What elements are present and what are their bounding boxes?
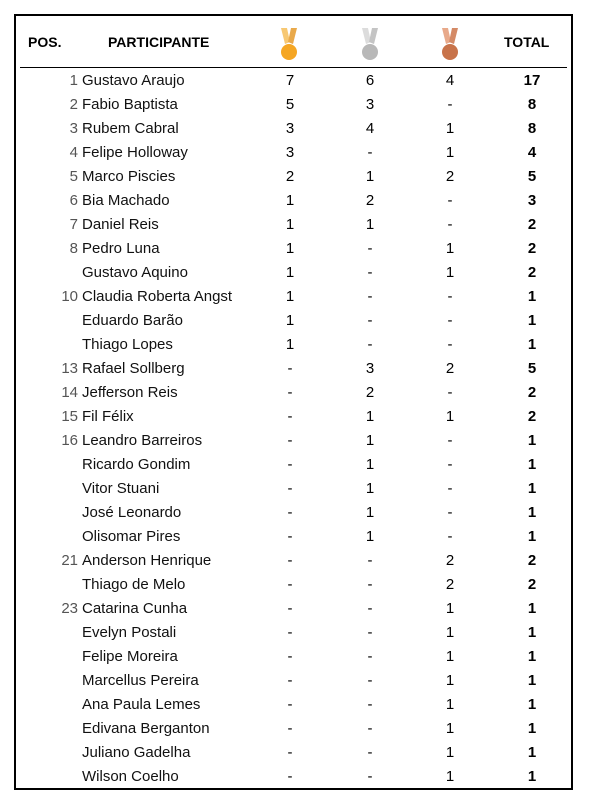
table-row	[16, 333, 571, 357]
total-count: 1	[527, 504, 537, 521]
participant-name: Wilson Coelho	[82, 768, 179, 785]
gold-count: -	[287, 624, 293, 641]
medal-table	[14, 14, 573, 790]
gold-count: -	[287, 576, 293, 593]
gold-count: 1	[285, 240, 295, 257]
total-count: 4	[527, 144, 537, 161]
bronze-count: 1	[445, 744, 455, 761]
bronze-count: -	[447, 456, 453, 473]
table-row	[16, 501, 571, 525]
table-row	[16, 765, 571, 789]
total-count: 17	[523, 72, 541, 89]
silver-count: -	[367, 696, 373, 713]
gold-count: -	[287, 360, 293, 377]
participant-name: Eduardo Barão	[82, 312, 183, 329]
gold-count: -	[287, 552, 293, 569]
participant-name: Jefferson Reis	[82, 384, 178, 401]
bronze-count: 2	[445, 576, 455, 593]
bronze-count: -	[447, 336, 453, 353]
gold-count: -	[287, 720, 293, 737]
total-header: TOTAL	[504, 34, 550, 50]
participant-name: Thiago de Melo	[82, 576, 186, 593]
total-count: 1	[527, 768, 537, 785]
table-row	[16, 141, 571, 165]
bronze-medal-icon	[440, 28, 460, 62]
table-row	[16, 693, 571, 717]
silver-count: 1	[365, 432, 375, 449]
gold-count: -	[287, 408, 293, 425]
participant-name: Ricardo Gondim	[82, 456, 191, 473]
table-row	[16, 669, 571, 693]
silver-count: -	[367, 672, 373, 689]
pos-cell: 16	[61, 432, 78, 449]
pos-header: POS.	[28, 34, 62, 50]
silver-count: -	[367, 336, 373, 353]
table-row	[16, 405, 571, 429]
total-count: 2	[527, 240, 537, 257]
silver-count: 3	[365, 96, 375, 113]
gold-count: -	[287, 432, 293, 449]
bronze-count: -	[447, 504, 453, 521]
gold-count: -	[287, 480, 293, 497]
bronze-count: 1	[445, 696, 455, 713]
bronze-count: -	[447, 480, 453, 497]
gold-count: -	[287, 384, 293, 401]
participant-name: Ana Paula Lemes	[82, 696, 201, 713]
participant-name: José Leonardo	[82, 504, 182, 521]
participant-name: Evelyn Postali	[82, 624, 177, 641]
header-divider	[20, 67, 567, 68]
pos-cell: 7	[69, 216, 78, 233]
table-row	[16, 357, 571, 381]
bronze-count: 1	[445, 144, 455, 161]
silver-count: 1	[365, 528, 375, 545]
total-count: 1	[527, 312, 537, 329]
participant-name: Marcellus Pereira	[82, 672, 199, 689]
bronze-count: 1	[445, 720, 455, 737]
pos-cell: 8	[69, 240, 78, 257]
total-count: 2	[527, 384, 537, 401]
bronze-count: 2	[445, 168, 455, 185]
silver-count: 1	[365, 456, 375, 473]
bronze-count: -	[447, 192, 453, 209]
participant-name: Catarina Cunha	[82, 600, 188, 617]
table-row	[16, 189, 571, 213]
table-row	[16, 621, 571, 645]
silver-count: 1	[365, 504, 375, 521]
silver-count: -	[367, 576, 373, 593]
participant-name: Felipe Moreira	[82, 648, 178, 665]
gold-count: -	[287, 768, 293, 785]
gold-count: 5	[285, 96, 295, 113]
silver-count: -	[367, 720, 373, 737]
total-count: 2	[527, 264, 537, 281]
gold-count: -	[287, 456, 293, 473]
total-count: 8	[527, 96, 537, 113]
gold-count: -	[287, 696, 293, 713]
bronze-count: -	[447, 432, 453, 449]
bronze-count: -	[447, 96, 453, 113]
silver-count: -	[367, 144, 373, 161]
total-count: 1	[527, 456, 537, 473]
participant-name: Gustavo Aquino	[82, 264, 188, 281]
silver-count: -	[367, 744, 373, 761]
participant-name: Marco Piscies	[82, 168, 176, 185]
pos-cell: 2	[69, 96, 78, 113]
table-row	[16, 741, 571, 765]
table-row	[16, 285, 571, 309]
pos-cell: 14	[61, 384, 78, 401]
participant-name: Rubem Cabral	[82, 120, 179, 137]
total-count: 1	[527, 648, 537, 665]
bronze-count: -	[447, 216, 453, 233]
gold-count: -	[287, 672, 293, 689]
bronze-count: 1	[445, 648, 455, 665]
table-row	[16, 477, 571, 501]
gold-count: 3	[285, 120, 295, 137]
silver-count: 1	[365, 168, 375, 185]
table-row	[16, 261, 571, 285]
total-count: 1	[527, 672, 537, 689]
bronze-count: -	[447, 312, 453, 329]
table-row	[16, 213, 571, 237]
gold-count: 1	[285, 288, 295, 305]
participant-name: Leandro Barreiros	[82, 432, 203, 449]
pos-cell: 23	[61, 600, 78, 617]
bronze-count: 2	[445, 552, 455, 569]
silver-count: -	[367, 264, 373, 281]
total-count: 5	[527, 360, 537, 377]
silver-count: -	[367, 552, 373, 569]
pos-cell: 6	[69, 192, 78, 209]
silver-count: 2	[365, 192, 375, 209]
participant-name: Juliano Gadelha	[82, 744, 191, 761]
table-row	[16, 525, 571, 549]
total-count: 2	[527, 408, 537, 425]
bronze-count: 1	[445, 264, 455, 281]
total-count: 1	[527, 288, 537, 305]
table-row	[16, 237, 571, 261]
silver-count: 1	[365, 216, 375, 233]
total-count: 1	[527, 624, 537, 641]
pos-cell: 3	[69, 120, 78, 137]
participant-name: Olisomar Pires	[82, 528, 181, 545]
participant-name: Vitor Stuani	[82, 480, 160, 497]
silver-count: 6	[365, 72, 375, 89]
table-row	[16, 117, 571, 141]
participant-name: Rafael Sollberg	[82, 360, 185, 377]
total-count: 1	[527, 720, 537, 737]
bronze-count: 1	[445, 768, 455, 785]
bronze-count: -	[447, 288, 453, 305]
gold-count: 1	[285, 336, 295, 353]
table-row	[16, 549, 571, 573]
silver-count: -	[367, 600, 373, 617]
participant-name: Claudia Roberta Angst	[82, 288, 233, 305]
table-row	[16, 309, 571, 333]
gold-count: -	[287, 600, 293, 617]
bronze-count: 1	[445, 408, 455, 425]
total-count: 1	[527, 696, 537, 713]
bronze-count: 1	[445, 600, 455, 617]
participant-name: Pedro Luna	[82, 240, 160, 257]
participant-header: PARTICIPANTE	[108, 34, 210, 50]
table-row	[16, 165, 571, 189]
participant-name: Daniel Reis	[82, 216, 159, 233]
gold-count: 7	[285, 72, 295, 89]
gold-count: -	[287, 504, 293, 521]
table-row	[16, 429, 571, 453]
gold-count: 1	[285, 264, 295, 281]
total-count: 1	[527, 480, 537, 497]
table-row	[16, 69, 571, 93]
silver-count: -	[367, 648, 373, 665]
total-count: 1	[527, 336, 537, 353]
participant-name: Bia Machado	[82, 192, 170, 209]
participant-name: Thiago Lopes	[82, 336, 173, 353]
table-row	[16, 573, 571, 597]
bronze-count: 4	[445, 72, 455, 89]
bronze-count: -	[447, 528, 453, 545]
silver-count: 2	[365, 384, 375, 401]
table-row	[16, 717, 571, 741]
bronze-count: -	[447, 384, 453, 401]
silver-count: 3	[365, 360, 375, 377]
total-count: 2	[527, 552, 537, 569]
silver-count: 4	[365, 120, 375, 137]
table-row	[16, 93, 571, 117]
bronze-count: 2	[445, 360, 455, 377]
total-count: 1	[527, 528, 537, 545]
participant-name: Gustavo Araujo	[82, 72, 185, 89]
silver-count: -	[367, 624, 373, 641]
gold-medal-icon	[279, 28, 299, 62]
table-body	[16, 69, 571, 789]
table-row	[16, 645, 571, 669]
table-row	[16, 453, 571, 477]
silver-medal-icon	[360, 28, 380, 62]
participant-name: Felipe Holloway	[82, 144, 188, 161]
gold-count: 1	[285, 216, 295, 233]
total-count: 2	[527, 576, 537, 593]
pos-cell: 5	[69, 168, 78, 185]
gold-count: -	[287, 744, 293, 761]
gold-count: -	[287, 528, 293, 545]
gold-count: 3	[285, 144, 295, 161]
participant-name: Anderson Henrique	[82, 552, 212, 569]
bronze-count: 1	[445, 240, 455, 257]
pos-cell: 4	[69, 144, 78, 161]
gold-count: -	[287, 648, 293, 665]
total-count: 8	[527, 120, 537, 137]
gold-count: 2	[285, 168, 295, 185]
total-count: 5	[527, 168, 537, 185]
pos-cell: 1	[69, 72, 78, 89]
total-count: 1	[527, 432, 537, 449]
table-header	[16, 16, 571, 68]
bronze-count: 1	[445, 120, 455, 137]
silver-count: 1	[365, 480, 375, 497]
pos-cell: 10	[61, 288, 78, 305]
silver-count: -	[367, 768, 373, 785]
pos-cell: 21	[61, 552, 78, 569]
table-row	[16, 597, 571, 621]
participant-name: Fil Félix	[82, 408, 134, 425]
total-count: 2	[527, 216, 537, 233]
gold-count: 1	[285, 192, 295, 209]
silver-count: -	[367, 240, 373, 257]
total-count: 1	[527, 600, 537, 617]
table-row	[16, 381, 571, 405]
total-count: 1	[527, 744, 537, 761]
total-count: 3	[527, 192, 537, 209]
pos-cell: 15	[61, 408, 78, 425]
silver-count: 1	[365, 408, 375, 425]
silver-count: -	[367, 312, 373, 329]
bronze-count: 1	[445, 672, 455, 689]
bronze-count: 1	[445, 624, 455, 641]
pos-cell: 13	[61, 360, 78, 377]
participant-name: Edivana Berganton	[82, 720, 210, 737]
gold-count: 1	[285, 312, 295, 329]
participant-name: Fabio Baptista	[82, 96, 178, 113]
silver-count: -	[367, 288, 373, 305]
